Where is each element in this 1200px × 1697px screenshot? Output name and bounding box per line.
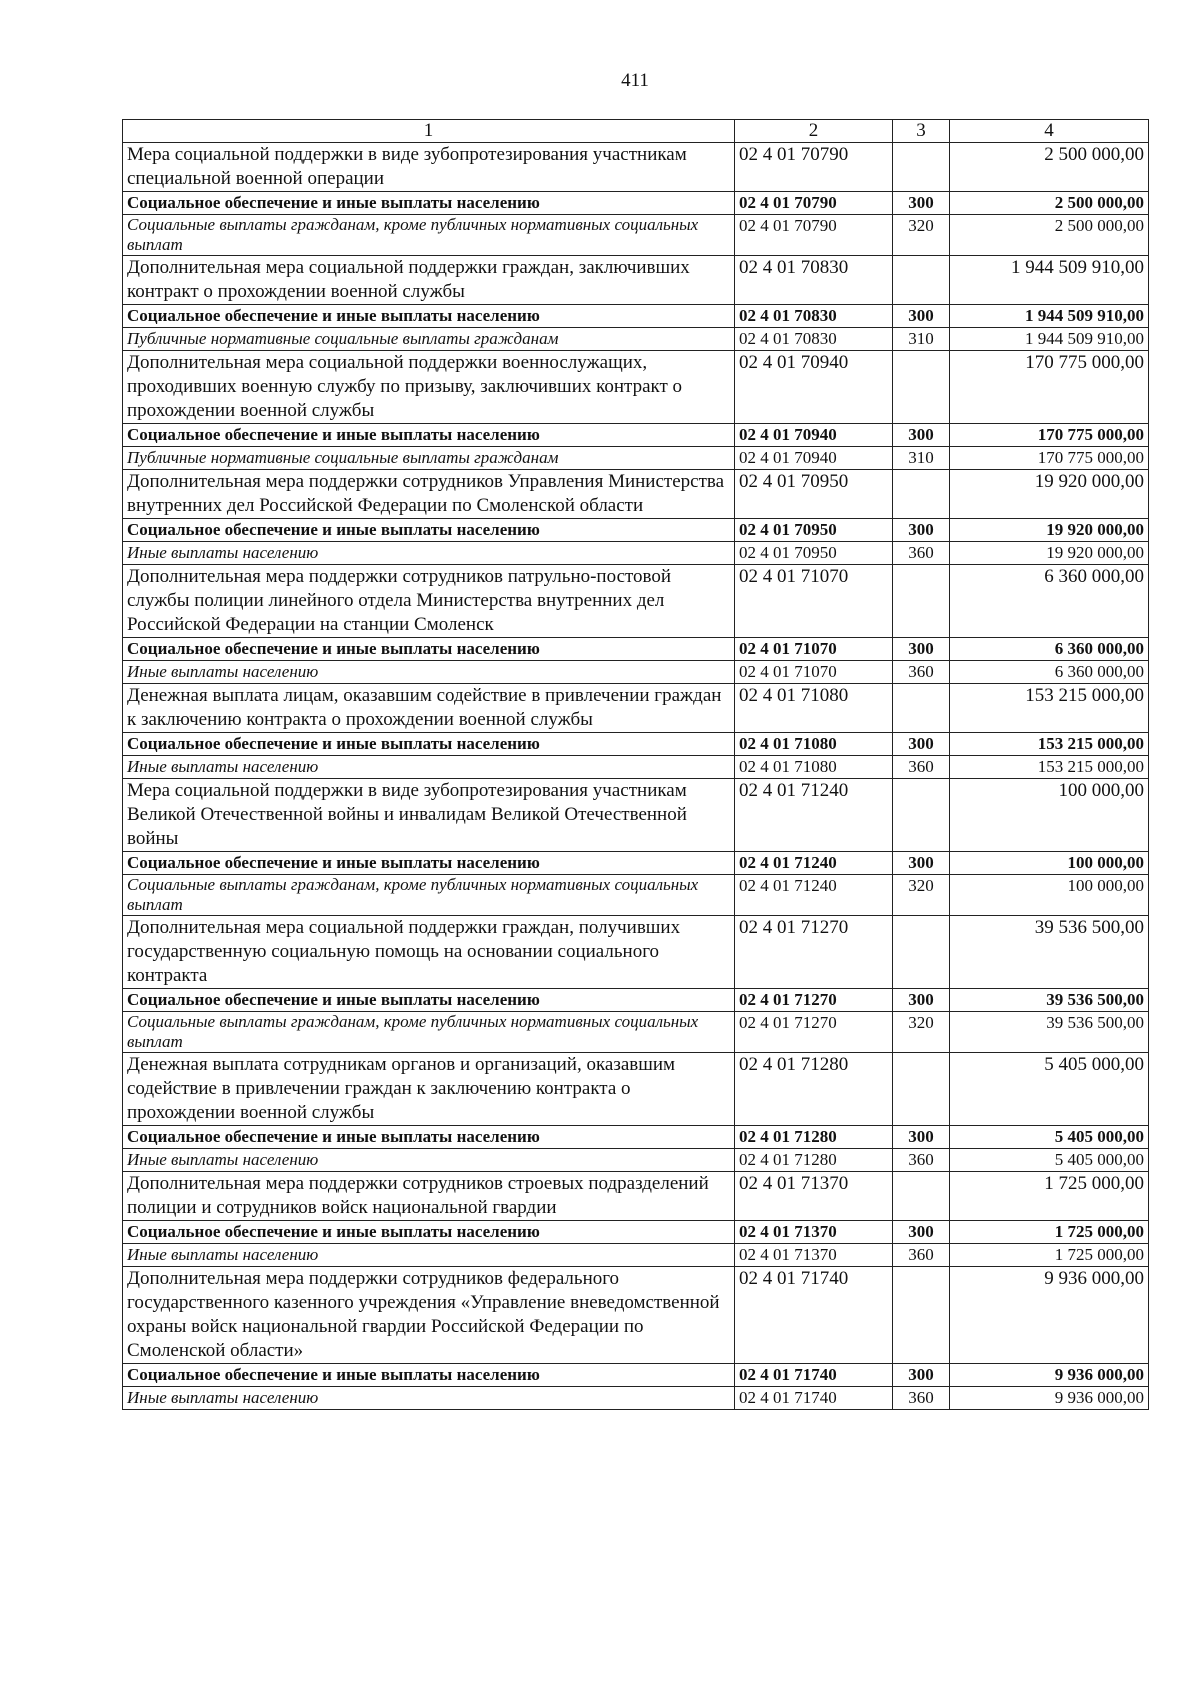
header-col-1: 1 [123,120,735,143]
row-expense-type [893,1053,950,1126]
row-amount: 2 500 000,00 [950,192,1149,215]
row-expense-type [893,470,950,519]
header-row [123,120,1149,143]
table-row [123,875,1149,916]
row-code: 02 4 01 71270 [735,916,893,989]
table-row [123,192,1149,215]
table-row [123,215,1149,256]
row-expense-type: 320 [893,215,950,256]
row-name: Социальное обеспечение и иные выплаты населению [123,305,735,328]
row-expense-type: 300 [893,1364,950,1387]
row-code: 02 4 01 70940 [735,351,893,424]
row-amount: 2 500 000,00 [950,143,1149,192]
row-code: 02 4 01 70830 [735,256,893,305]
row-expense-type: 320 [893,875,950,916]
row-expense-type [893,1172,950,1221]
row-amount: 39 536 500,00 [950,1012,1149,1053]
row-name: Денежная выплата лицам, оказавшим содействие в привлечении граждан к заключению контракта о прохождении военной службы [123,684,735,733]
row-name: Мера социальной поддержки в виде зубопротезирования участникам Великой Отечественной войны и инвалидам Великой Отечественной войны [123,779,735,852]
table-row [123,447,1149,470]
row-name: Социальное обеспечение и иные выплаты населению [123,192,735,215]
row-expense-type: 300 [893,305,950,328]
row-amount: 5 405 000,00 [950,1126,1149,1149]
table-row [123,256,1149,305]
row-name: Социальное обеспечение и иные выплаты населению [123,424,735,447]
row-code: 02 4 01 70790 [735,215,893,256]
table-row [123,661,1149,684]
row-name: Иные выплаты населению [123,1149,735,1172]
row-name: Иные выплаты населению [123,1244,735,1267]
header-col-2: 2 [735,120,893,143]
row-expense-type: 300 [893,733,950,756]
row-name: Иные выплаты населению [123,756,735,779]
row-expense-type: 300 [893,852,950,875]
row-code: 02 4 01 71740 [735,1387,893,1410]
row-amount: 100 000,00 [950,779,1149,852]
row-amount: 1 725 000,00 [950,1244,1149,1267]
row-name: Мера социальной поддержки в виде зубопротезирования участникам специальной военной операции [123,143,735,192]
row-code: 02 4 01 71270 [735,989,893,1012]
row-code: 02 4 01 70950 [735,470,893,519]
row-expense-type [893,1267,950,1364]
row-amount: 6 360 000,00 [950,661,1149,684]
row-amount: 19 920 000,00 [950,470,1149,519]
row-code: 02 4 01 71370 [735,1172,893,1221]
row-expense-type: 360 [893,756,950,779]
row-name: Дополнительная мера социальной поддержки военнослужащих, проходивших военную службу по призыву, заключивших контракт о прохождении военной службы [123,351,735,424]
row-amount: 153 215 000,00 [950,756,1149,779]
row-expense-type: 360 [893,1149,950,1172]
row-amount: 9 936 000,00 [950,1387,1149,1410]
row-expense-type: 360 [893,1244,950,1267]
table-row [123,733,1149,756]
row-amount: 153 215 000,00 [950,733,1149,756]
row-code: 02 4 01 70790 [735,192,893,215]
table-row [123,638,1149,661]
row-amount: 39 536 500,00 [950,989,1149,1012]
row-expense-type [893,916,950,989]
row-name: Дополнительная мера поддержки сотрудников Управления Министерства внутренних дел Российской Федерации по Смоленской области [123,470,735,519]
table-row [123,989,1149,1012]
row-name: Социальное обеспечение и иные выплаты населению [123,989,735,1012]
row-amount: 170 775 000,00 [950,351,1149,424]
table-row [123,852,1149,875]
table-row [123,1221,1149,1244]
row-amount: 170 775 000,00 [950,424,1149,447]
table-row [123,1012,1149,1053]
table-row [123,1053,1149,1126]
row-expense-type: 300 [893,1221,950,1244]
table-row [123,305,1149,328]
row-code: 02 4 01 71080 [735,756,893,779]
row-name: Социальное обеспечение и иные выплаты населению [123,638,735,661]
row-name: Иные выплаты населению [123,1387,735,1410]
row-expense-type [893,565,950,638]
row-name: Дополнительная мера поддержки сотрудников федерального государственного казенного учреждения «Управление вневедомственной охраны войск национальной гвардии Российской Федерации по Смоленской области» [123,1267,735,1364]
row-code: 02 4 01 71080 [735,733,893,756]
table-row [123,1387,1149,1410]
row-name: Социальные выплаты гражданам, кроме публичных нормативных социальных выплат [123,215,735,256]
row-amount: 9 936 000,00 [950,1364,1149,1387]
table-row [123,1244,1149,1267]
row-name: Иные выплаты населению [123,542,735,565]
table-row [123,779,1149,852]
page-number: 411 [621,70,649,91]
row-expense-type: 300 [893,424,950,447]
row-name: Социальное обеспечение и иные выплаты населению [123,852,735,875]
budget-table [122,119,1149,1410]
table-row [123,1364,1149,1387]
row-code: 02 4 01 70940 [735,424,893,447]
row-code: 02 4 01 70790 [735,143,893,192]
row-name: Социальные выплаты гражданам, кроме публичных нормативных социальных выплат [123,875,735,916]
row-amount: 170 775 000,00 [950,447,1149,470]
row-code: 02 4 01 71370 [735,1244,893,1267]
row-amount: 1 944 509 910,00 [950,305,1149,328]
row-name: Социальное обеспечение и иные выплаты населению [123,1364,735,1387]
row-name: Социальное обеспечение и иные выплаты населению [123,519,735,542]
row-name: Иные выплаты населению [123,661,735,684]
row-amount: 5 405 000,00 [950,1053,1149,1126]
row-code: 02 4 01 70940 [735,447,893,470]
table-row [123,143,1149,192]
row-code: 02 4 01 71280 [735,1149,893,1172]
row-code: 02 4 01 71740 [735,1267,893,1364]
row-name: Публичные нормативные социальные выплаты гражданам [123,328,735,351]
row-name: Социальное обеспечение и иные выплаты населению [123,1221,735,1244]
table-row [123,542,1149,565]
table-row [123,519,1149,542]
table-row [123,1126,1149,1149]
row-amount: 1 725 000,00 [950,1172,1149,1221]
row-amount: 19 920 000,00 [950,519,1149,542]
row-amount: 9 936 000,00 [950,1267,1149,1364]
row-amount: 1 944 509 910,00 [950,256,1149,305]
row-expense-type: 360 [893,1387,950,1410]
row-code: 02 4 01 71070 [735,565,893,638]
table-row [123,328,1149,351]
header-col-4: 4 [950,120,1149,143]
row-name: Публичные нормативные социальные выплаты гражданам [123,447,735,470]
table-row [123,684,1149,733]
row-code: 02 4 01 71070 [735,661,893,684]
row-code: 02 4 01 70950 [735,519,893,542]
row-code: 02 4 01 71740 [735,1364,893,1387]
row-code: 02 4 01 71240 [735,779,893,852]
row-code: 02 4 01 70830 [735,328,893,351]
row-amount: 1 944 509 910,00 [950,328,1149,351]
row-amount: 1 725 000,00 [950,1221,1149,1244]
row-expense-type [893,351,950,424]
row-code: 02 4 01 71370 [735,1221,893,1244]
table-row [123,1149,1149,1172]
row-expense-type [893,143,950,192]
table-row [123,1172,1149,1221]
row-code: 02 4 01 70950 [735,542,893,565]
row-code: 02 4 01 71270 [735,1012,893,1053]
row-code: 02 4 01 71070 [735,638,893,661]
row-amount: 2 500 000,00 [950,215,1149,256]
table-row [123,756,1149,779]
row-name: Социальное обеспечение и иные выплаты населению [123,1126,735,1149]
row-amount: 39 536 500,00 [950,916,1149,989]
row-amount: 19 920 000,00 [950,542,1149,565]
row-amount: 100 000,00 [950,852,1149,875]
table-row [123,424,1149,447]
row-expense-type: 300 [893,192,950,215]
row-expense-type: 310 [893,328,950,351]
table-row [123,470,1149,519]
row-expense-type [893,256,950,305]
row-expense-type: 300 [893,1126,950,1149]
row-amount: 6 360 000,00 [950,565,1149,638]
row-amount: 100 000,00 [950,875,1149,916]
row-code: 02 4 01 71240 [735,852,893,875]
row-amount: 6 360 000,00 [950,638,1149,661]
row-name: Денежная выплата сотрудникам органов и организаций, оказавшим содействие в привлечении граждан к заключению контракта о прохождении военной службы [123,1053,735,1126]
row-expense-type: 360 [893,661,950,684]
row-code: 02 4 01 71280 [735,1126,893,1149]
row-code: 02 4 01 71080 [735,684,893,733]
row-expense-type: 300 [893,638,950,661]
row-name: Дополнительная мера поддержки сотрудников строевых подразделений полиции и сотрудников войск национальной гвардии [123,1172,735,1221]
row-name: Социальное обеспечение и иные выплаты населению [123,733,735,756]
row-code: 02 4 01 71240 [735,875,893,916]
table-row [123,565,1149,638]
row-code: 02 4 01 71280 [735,1053,893,1126]
row-name: Социальные выплаты гражданам, кроме публичных нормативных социальных выплат [123,1012,735,1053]
row-amount: 5 405 000,00 [950,1149,1149,1172]
row-expense-type: 360 [893,542,950,565]
row-amount: 153 215 000,00 [950,684,1149,733]
row-name: Дополнительная мера социальной поддержки граждан, заключивших контракт о прохождении военной службы [123,256,735,305]
row-expense-type: 300 [893,989,950,1012]
row-name: Дополнительная мера социальной поддержки граждан, получивших государственную социальную помощь на основании социального контракта [123,916,735,989]
row-name: Дополнительная мера поддержки сотрудников патрульно-постовой службы полиции линейного отдела Министерства внутренних дел Российской Федерации на станции Смоленск [123,565,735,638]
row-expense-type [893,684,950,733]
table-body [123,143,1149,1410]
table-row [123,1267,1149,1364]
row-expense-type: 300 [893,519,950,542]
header-col-3: 3 [893,120,950,143]
row-expense-type [893,779,950,852]
row-expense-type: 320 [893,1012,950,1053]
table-row [123,351,1149,424]
table-row [123,916,1149,989]
row-code: 02 4 01 70830 [735,305,893,328]
row-expense-type: 310 [893,447,950,470]
